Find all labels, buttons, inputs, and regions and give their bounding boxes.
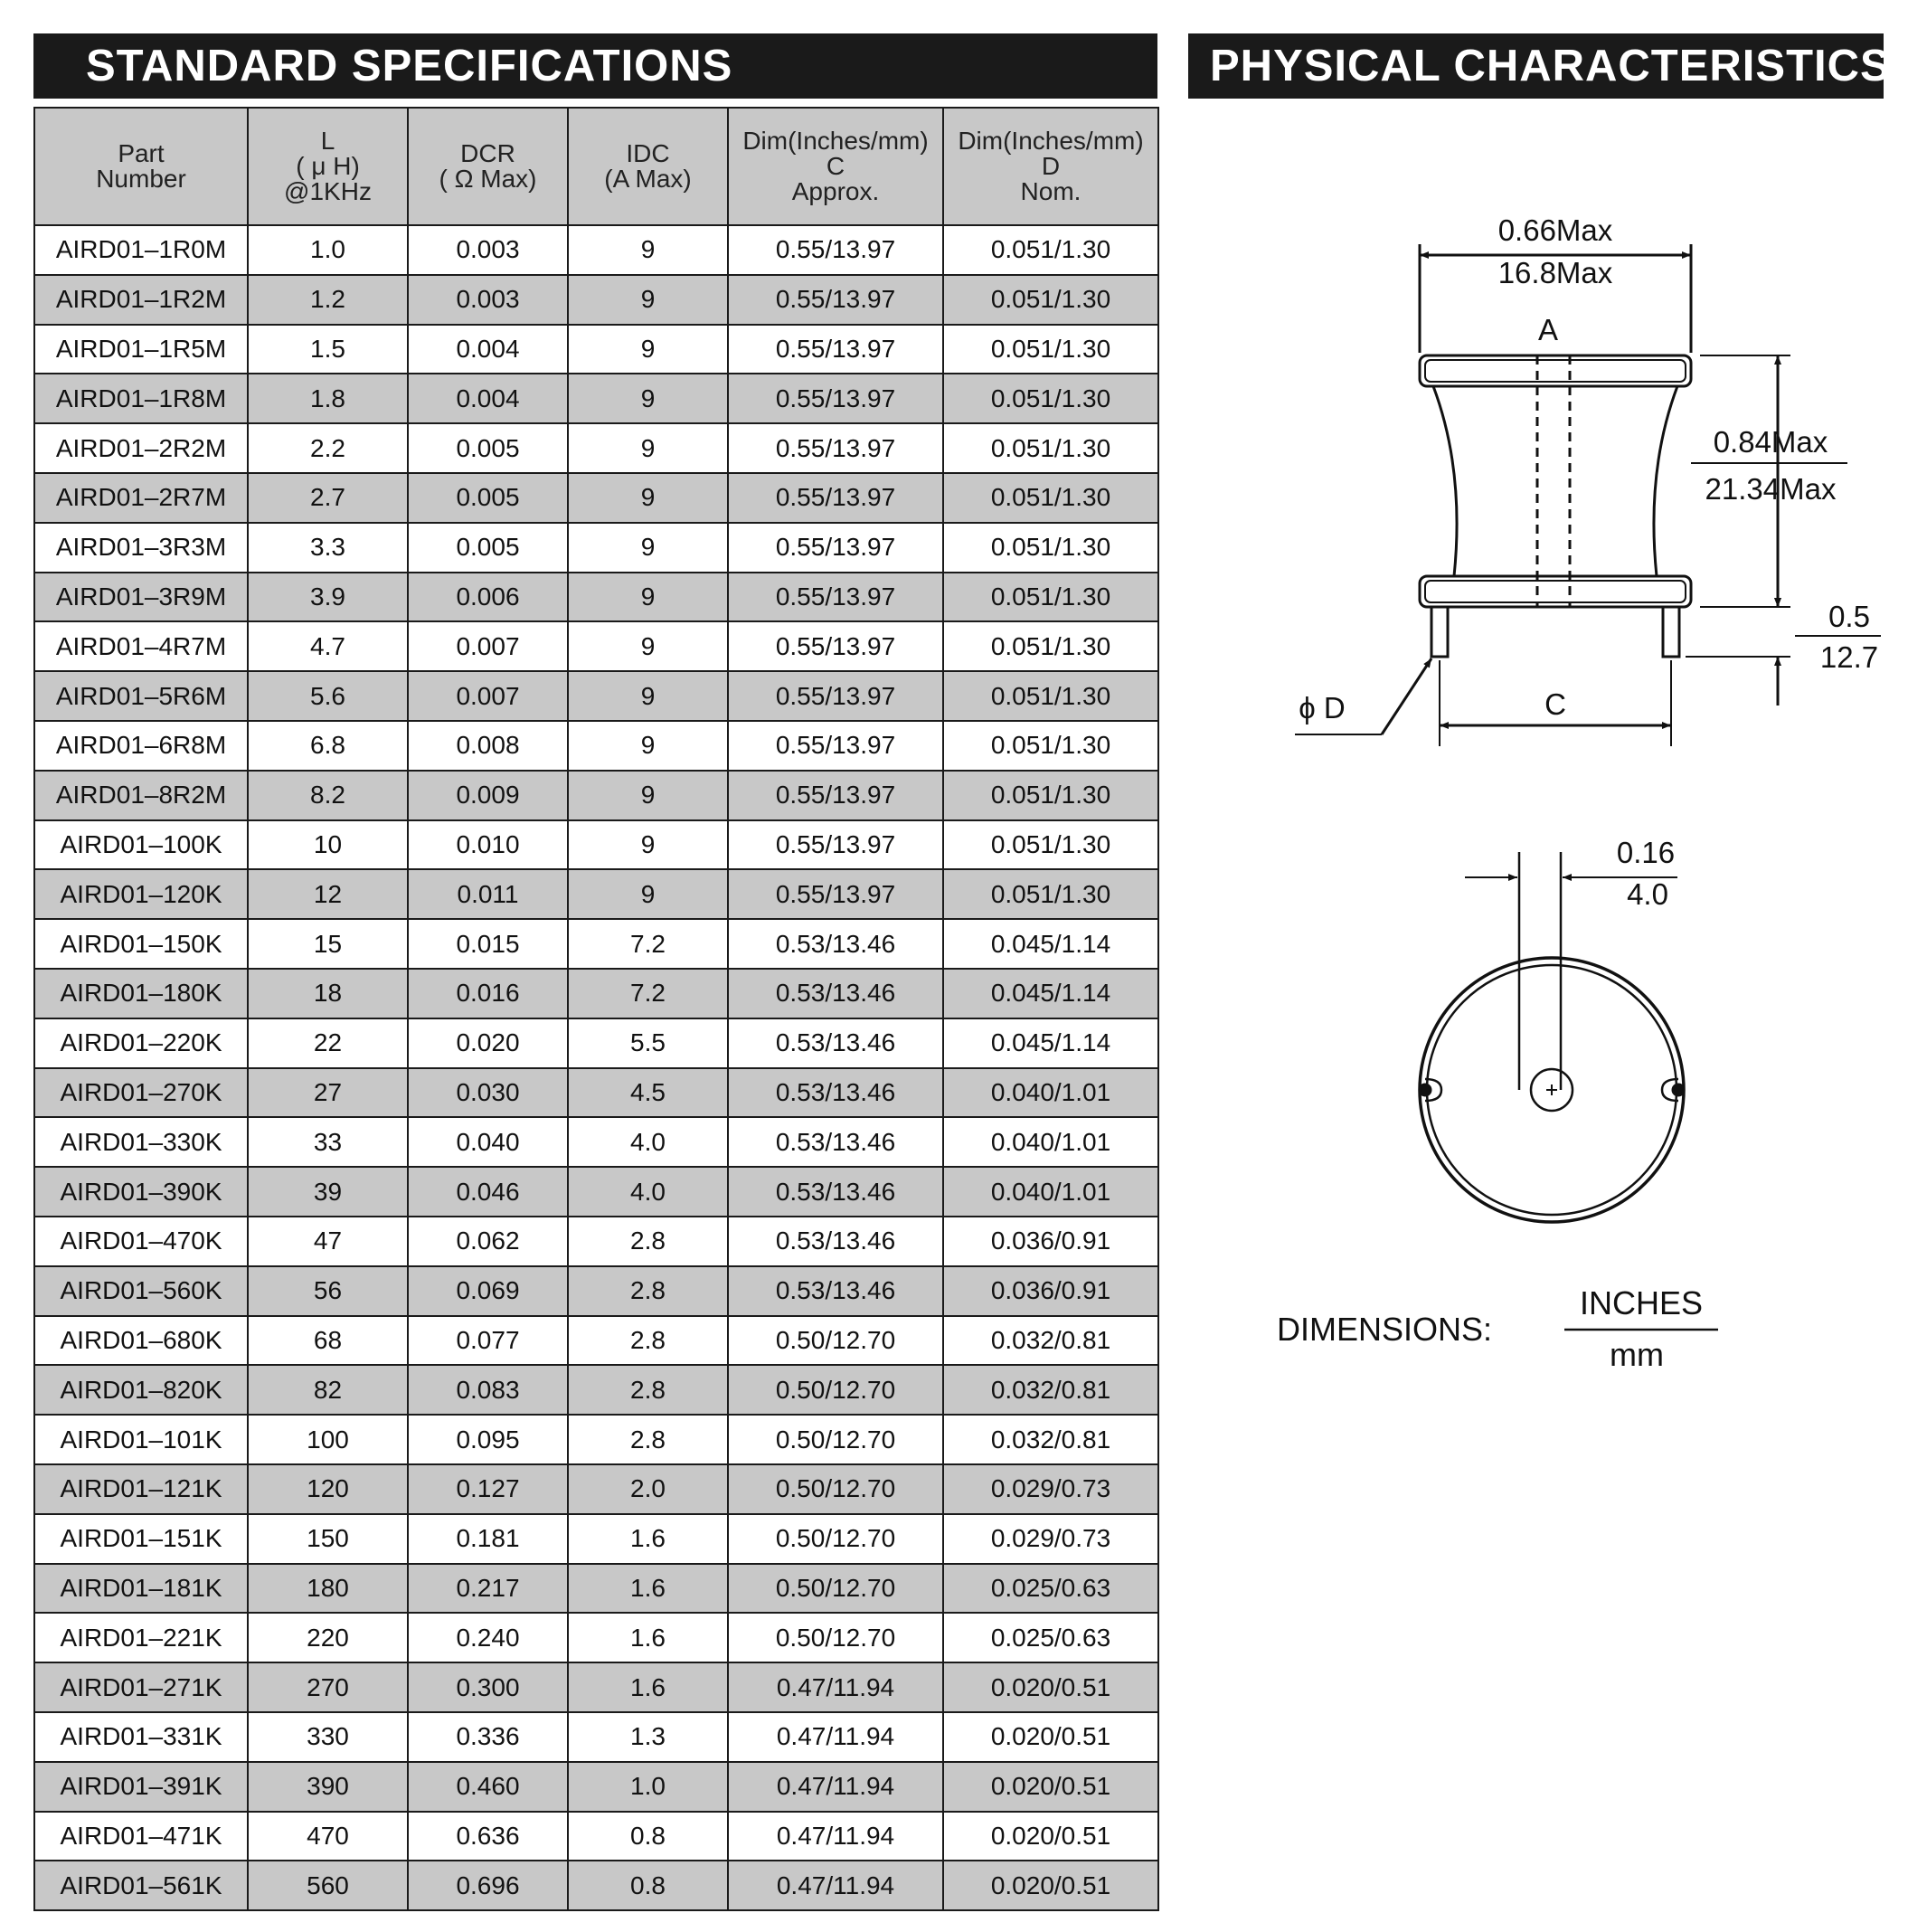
cell-idc: 1.6: [568, 1514, 728, 1564]
table-row: [34, 1464, 1158, 1514]
table-row: [34, 771, 1158, 820]
table-row: [34, 869, 1158, 919]
cell-idc: 9: [568, 275, 728, 325]
cell-part-number: AIRD01–100K: [34, 820, 248, 870]
table-row: [34, 325, 1158, 374]
cell-part-number: AIRD01–471K: [34, 1812, 248, 1861]
table-row: [34, 1217, 1158, 1266]
cell-dcr: 0.083: [408, 1365, 568, 1415]
cell-part-number: AIRD01–331K: [34, 1712, 248, 1762]
inductor-top-view: [1420, 852, 1718, 1330]
cell-idc: 9: [568, 523, 728, 573]
cell-dcr: 0.636: [408, 1812, 568, 1861]
cell-dim-d: 0.020/0.51: [943, 1762, 1158, 1812]
cell-dcr: 0.300: [408, 1662, 568, 1712]
cell-idc: 5.5: [568, 1018, 728, 1068]
cell-idc: 9: [568, 820, 728, 870]
header-dim-c: [728, 108, 943, 225]
table-row: [34, 225, 1158, 275]
table-row: [34, 721, 1158, 771]
cell-dcr: 0.009: [408, 771, 568, 820]
cell-part-number: AIRD01–150K: [34, 919, 248, 969]
cell-part-number: AIRD01–101K: [34, 1415, 248, 1464]
cell-part-number: AIRD01–151K: [34, 1514, 248, 1564]
cell-dim-d: 0.036/0.91: [943, 1266, 1158, 1316]
header-idc: [568, 108, 728, 225]
table-row: [34, 1316, 1158, 1366]
header-dim-d-line: Dim(Inches/mm): [958, 127, 1144, 155]
cell-part-number: AIRD01–2R2M: [34, 423, 248, 473]
cell-dim-d: 0.051/1.30: [943, 275, 1158, 325]
dimensions-label: DIMENSIONS:: [1277, 1311, 1493, 1348]
cell-inductance: 8.2: [248, 771, 408, 820]
cell-dcr: 0.030: [408, 1068, 568, 1118]
table-row: [34, 473, 1158, 523]
cell-idc: 9: [568, 473, 728, 523]
inductor-dimension-drawing: [1248, 181, 1881, 1375]
cell-dim-c: 0.53/13.46: [728, 969, 943, 1018]
cell-dim-d: 0.051/1.30: [943, 374, 1158, 423]
cell-dim-d: 0.051/1.30: [943, 473, 1158, 523]
table-row: [34, 1712, 1158, 1762]
cell-idc: 9: [568, 325, 728, 374]
cell-idc: 9: [568, 374, 728, 423]
cell-dcr: 0.240: [408, 1613, 568, 1662]
cell-idc: 7.2: [568, 969, 728, 1018]
cell-dim-c: 0.47/11.94: [728, 1861, 943, 1910]
cell-dim-d: 0.051/1.30: [943, 225, 1158, 275]
cell-inductance: 3.9: [248, 573, 408, 622]
cell-inductance: 33: [248, 1117, 408, 1167]
cell-dcr: 0.460: [408, 1762, 568, 1812]
cell-part-number: AIRD01–1R5M: [34, 325, 248, 374]
cell-idc: 1.6: [568, 1662, 728, 1712]
cell-dim-c: 0.53/13.46: [728, 1068, 943, 1118]
cell-inductance: 39: [248, 1167, 408, 1217]
cell-part-number: AIRD01–3R3M: [34, 523, 248, 573]
cell-idc: 9: [568, 671, 728, 721]
table-row: [34, 1861, 1158, 1910]
cell-idc: 2.8: [568, 1316, 728, 1366]
cell-part-number: AIRD01–560K: [34, 1266, 248, 1316]
cell-idc: 1.3: [568, 1712, 728, 1762]
cell-dim-d: 0.051/1.30: [943, 771, 1158, 820]
cell-idc: 4.0: [568, 1117, 728, 1167]
cell-dim-c: 0.55/13.97: [728, 671, 943, 721]
cell-dcr: 0.003: [408, 275, 568, 325]
table-row: [34, 1514, 1158, 1564]
cell-dim-c: 0.53/13.46: [728, 1018, 943, 1068]
cell-part-number: AIRD01–390K: [34, 1167, 248, 1217]
cell-part-number: AIRD01–1R2M: [34, 275, 248, 325]
cell-dcr: 0.006: [408, 573, 568, 622]
cell-part-number: AIRD01–470K: [34, 1217, 248, 1266]
cell-dcr: 0.016: [408, 969, 568, 1018]
table-row: [34, 1365, 1158, 1415]
header-inductance-line: L: [320, 127, 335, 155]
cell-dim-d: 0.051/1.30: [943, 523, 1158, 573]
cell-dim-c: 0.53/13.46: [728, 919, 943, 969]
header-dim-c-line: Approx.: [791, 177, 880, 205]
header-idc-line: IDC: [626, 139, 670, 167]
cell-dim-d: 0.051/1.30: [943, 820, 1158, 870]
cell-dim-c: 0.55/13.97: [728, 820, 943, 870]
cell-idc: 2.8: [568, 1266, 728, 1316]
table-row: [34, 1564, 1158, 1614]
cell-idc: 2.8: [568, 1415, 728, 1464]
dimensions-inches-unit: INCHES: [1579, 1284, 1704, 1321]
cell-part-number: AIRD01–330K: [34, 1117, 248, 1167]
cell-inductance: 10: [248, 820, 408, 870]
cell-dim-d: 0.051/1.30: [943, 671, 1158, 721]
lead-length-mm-label: 12.7: [1819, 640, 1879, 674]
hole-mm-label: 4.0: [1627, 877, 1668, 911]
cell-dim-c: 0.55/13.97: [728, 225, 943, 275]
cell-inductance: 3.3: [248, 523, 408, 573]
cell-dcr: 0.004: [408, 325, 568, 374]
header-dim-d-line: Nom.: [1020, 177, 1082, 205]
header-inductance-line: ( μ H): [296, 152, 360, 180]
cell-dcr: 0.040: [408, 1117, 568, 1167]
cell-part-number: AIRD01–221K: [34, 1613, 248, 1662]
cell-dcr: 0.008: [408, 721, 568, 771]
cell-inductance: 68: [248, 1316, 408, 1366]
physical-characteristics-title: PHYSICAL CHARACTERISTICS: [1188, 33, 1884, 99]
cell-dcr: 0.003: [408, 225, 568, 275]
cell-idc: 7.2: [568, 919, 728, 969]
cell-dim-c: 0.50/12.70: [728, 1564, 943, 1614]
cell-idc: 1.6: [568, 1564, 728, 1614]
cell-dim-d: 0.032/0.81: [943, 1365, 1158, 1415]
cell-part-number: AIRD01–5R6M: [34, 671, 248, 721]
cell-inductance: 12: [248, 869, 408, 919]
cell-dim-c: 0.47/11.94: [728, 1712, 943, 1762]
cell-dim-d: 0.029/0.73: [943, 1464, 1158, 1514]
cell-dim-c: 0.53/13.46: [728, 1167, 943, 1217]
table-row: [34, 423, 1158, 473]
cell-dim-d: 0.020/0.51: [943, 1662, 1158, 1712]
height-mm-label: 21.34Max: [1705, 472, 1837, 506]
cell-dim-d: 0.040/1.01: [943, 1167, 1158, 1217]
cell-part-number: AIRD01–1R0M: [34, 225, 248, 275]
table-body: [34, 225, 1158, 1910]
cell-dcr: 0.005: [408, 473, 568, 523]
cell-inductance: 1.8: [248, 374, 408, 423]
width-mm-label: 16.8Max: [1497, 256, 1613, 289]
cell-inductance: 82: [248, 1365, 408, 1415]
cell-dcr: 0.020: [408, 1018, 568, 1068]
cell-dcr: 0.181: [408, 1514, 568, 1564]
cell-dim-c: 0.55/13.97: [728, 423, 943, 473]
cell-dim-d: 0.025/0.63: [943, 1564, 1158, 1614]
cell-dim-d: 0.045/1.14: [943, 919, 1158, 969]
cell-idc: 9: [568, 573, 728, 622]
cell-inductance: 120: [248, 1464, 408, 1514]
cell-inductance: 15: [248, 919, 408, 969]
cell-inductance: 6.8: [248, 721, 408, 771]
cell-inductance: 56: [248, 1266, 408, 1316]
cell-dcr: 0.077: [408, 1316, 568, 1366]
table-header-row: [34, 108, 1158, 225]
cell-dim-d: 0.032/0.81: [943, 1316, 1158, 1366]
table-row: [34, 1068, 1158, 1118]
cell-dim-d: 0.032/0.81: [943, 1415, 1158, 1464]
table-row: [34, 1018, 1158, 1068]
cell-dim-c: 0.47/11.94: [728, 1762, 943, 1812]
cell-dim-c: 0.55/13.97: [728, 473, 943, 523]
table-row: [34, 1415, 1158, 1464]
cell-dim-d: 0.051/1.30: [943, 573, 1158, 622]
cell-dim-c: 0.55/13.97: [728, 869, 943, 919]
cell-part-number: AIRD01–4R7M: [34, 621, 248, 671]
cell-dim-d: 0.029/0.73: [943, 1514, 1158, 1564]
cell-idc: 9: [568, 621, 728, 671]
cell-part-number: AIRD01–3R9M: [34, 573, 248, 622]
table-row: [34, 1613, 1158, 1662]
cell-dim-c: 0.55/13.97: [728, 325, 943, 374]
cell-dim-d: 0.020/0.51: [943, 1712, 1158, 1762]
header-dim-c-line: C: [826, 152, 845, 180]
cell-inductance: 2.7: [248, 473, 408, 523]
height-inches-label: 0.84Max: [1713, 425, 1828, 459]
cell-dcr: 0.004: [408, 374, 568, 423]
cell-inductance: 27: [248, 1068, 408, 1118]
header-inductance-line: @1KHz: [284, 177, 372, 205]
cell-dim-d: 0.020/0.51: [943, 1812, 1158, 1861]
cell-idc: 1.0: [568, 1762, 728, 1812]
cell-part-number: AIRD01–1R8M: [34, 374, 248, 423]
cell-dcr: 0.046: [408, 1167, 568, 1217]
cell-dim-d: 0.051/1.30: [943, 621, 1158, 671]
cell-dim-c: 0.50/12.70: [728, 1464, 943, 1514]
cell-inductance: 100: [248, 1415, 408, 1464]
table-row: [34, 1167, 1158, 1217]
cell-dcr: 0.015: [408, 919, 568, 969]
cell-dim-d: 0.051/1.30: [943, 721, 1158, 771]
cell-dcr: 0.010: [408, 820, 568, 870]
cell-part-number: AIRD01–220K: [34, 1018, 248, 1068]
cell-dim-d: 0.045/1.14: [943, 969, 1158, 1018]
cell-dim-d: 0.045/1.14: [943, 1018, 1158, 1068]
cell-inductance: 470: [248, 1812, 408, 1861]
cell-dim-c: 0.47/11.94: [728, 1812, 943, 1861]
hole-inches-label: 0.16: [1616, 836, 1676, 869]
header-dim-d-line: D: [1041, 152, 1061, 180]
cell-idc: 0.8: [568, 1812, 728, 1861]
cell-idc: 9: [568, 225, 728, 275]
cell-dcr: 0.095: [408, 1415, 568, 1464]
cell-dim-d: 0.051/1.30: [943, 423, 1158, 473]
cell-dim-c: 0.55/13.97: [728, 771, 943, 820]
cell-idc: 1.6: [568, 1613, 728, 1662]
header-dcr-line: ( Ω Max): [439, 165, 537, 193]
cell-idc: 2.8: [568, 1217, 728, 1266]
header-dcr-line: DCR: [460, 139, 515, 167]
header-part-number-line: Part: [118, 139, 165, 167]
cell-dcr: 0.005: [408, 523, 568, 573]
cell-part-number: AIRD01–180K: [34, 969, 248, 1018]
header-dcr: [408, 108, 568, 225]
cell-dim-d: 0.040/1.01: [943, 1117, 1158, 1167]
cell-part-number: AIRD01–121K: [34, 1464, 248, 1514]
cell-inductance: 220: [248, 1613, 408, 1662]
cell-dim-d: 0.025/0.63: [943, 1613, 1158, 1662]
cell-dim-c: 0.53/13.46: [728, 1217, 943, 1266]
header-idc-line: (A Max): [604, 165, 692, 193]
cell-idc: 2.0: [568, 1464, 728, 1514]
table-row: [34, 621, 1158, 671]
lead-length-inches-label: 0.5: [1828, 600, 1870, 633]
lead-diameter-label: ϕ D: [1299, 691, 1346, 724]
cell-dim-c: 0.53/13.46: [728, 1117, 943, 1167]
cell-dim-d: 0.040/1.01: [943, 1068, 1158, 1118]
table-row: [34, 573, 1158, 622]
cell-dim-c: 0.53/13.46: [728, 1266, 943, 1316]
cell-dcr: 0.696: [408, 1861, 568, 1910]
cell-part-number: AIRD01–120K: [34, 869, 248, 919]
cell-dim-d: 0.020/0.51: [943, 1861, 1158, 1910]
table-row: [34, 969, 1158, 1018]
specifications-table: [33, 107, 1159, 1911]
cell-inductance: 5.6: [248, 671, 408, 721]
cell-inductance: 47: [248, 1217, 408, 1266]
header-part-number-line: Number: [96, 165, 186, 193]
cell-dim-c: 0.50/12.70: [728, 1415, 943, 1464]
cell-idc: 4.5: [568, 1068, 728, 1118]
cell-dim-c: 0.55/13.97: [728, 275, 943, 325]
cell-inductance: 390: [248, 1762, 408, 1812]
cell-inductance: 18: [248, 969, 408, 1018]
cell-inductance: 1.0: [248, 225, 408, 275]
cell-dcr: 0.217: [408, 1564, 568, 1614]
cell-part-number: AIRD01–8R2M: [34, 771, 248, 820]
cell-inductance: 1.2: [248, 275, 408, 325]
width-inches-label: 0.66Max: [1497, 213, 1613, 247]
cell-dim-c: 0.55/13.97: [728, 374, 943, 423]
cell-inductance: 150: [248, 1514, 408, 1564]
core-hole-a-label: A: [1537, 313, 1559, 346]
cell-idc: 9: [568, 423, 728, 473]
cell-inductance: 22: [248, 1018, 408, 1068]
cell-idc: 4.0: [568, 1167, 728, 1217]
lead-spacing-c-label: C: [1544, 687, 1566, 721]
table-row: [34, 275, 1158, 325]
cell-dim-c: 0.55/13.97: [728, 573, 943, 622]
cell-dim-c: 0.50/12.70: [728, 1365, 943, 1415]
cell-idc: 9: [568, 869, 728, 919]
cell-dim-d: 0.051/1.30: [943, 869, 1158, 919]
header-part-number: [34, 108, 248, 225]
table-row: [34, 1812, 1158, 1861]
cell-dcr: 0.007: [408, 671, 568, 721]
cell-part-number: AIRD01–680K: [34, 1316, 248, 1366]
standard-specifications-title: STANDARD SPECIFICATIONS: [33, 33, 1157, 99]
cell-part-number: AIRD01–2R7M: [34, 473, 248, 523]
cell-dcr: 0.062: [408, 1217, 568, 1266]
header-dim-d: [943, 108, 1158, 225]
cell-dim-c: 0.50/12.70: [728, 1316, 943, 1366]
cell-inductance: 330: [248, 1712, 408, 1762]
cell-idc: 0.8: [568, 1861, 728, 1910]
cell-dcr: 0.005: [408, 423, 568, 473]
cell-dim-c: 0.50/12.70: [728, 1514, 943, 1564]
table-row: [34, 523, 1158, 573]
cell-dim-d: 0.051/1.30: [943, 325, 1158, 374]
cell-idc: 9: [568, 721, 728, 771]
cell-inductance: 270: [248, 1662, 408, 1712]
cell-dcr: 0.127: [408, 1464, 568, 1514]
cell-dim-c: 0.55/13.97: [728, 523, 943, 573]
cell-part-number: AIRD01–561K: [34, 1861, 248, 1910]
table-row: [34, 671, 1158, 721]
table-row: [34, 919, 1158, 969]
cell-dcr: 0.336: [408, 1712, 568, 1762]
cell-dim-c: 0.47/11.94: [728, 1662, 943, 1712]
cell-dim-c: 0.50/12.70: [728, 1613, 943, 1662]
table-row: [34, 1662, 1158, 1712]
cell-part-number: AIRD01–181K: [34, 1564, 248, 1614]
table-row: [34, 1117, 1158, 1167]
cell-part-number: AIRD01–270K: [34, 1068, 248, 1118]
cell-part-number: AIRD01–820K: [34, 1365, 248, 1415]
table-row: [34, 820, 1158, 870]
cell-idc: 9: [568, 771, 728, 820]
table-row: [34, 1762, 1158, 1812]
cell-dcr: 0.069: [408, 1266, 568, 1316]
cell-part-number: AIRD01–6R8M: [34, 721, 248, 771]
header-inductance: [248, 108, 408, 225]
cell-idc: 2.8: [568, 1365, 728, 1415]
cell-dim-c: 0.55/13.97: [728, 721, 943, 771]
header-dim-c-line: Dim(Inches/mm): [742, 127, 929, 155]
cell-inductance: 2.2: [248, 423, 408, 473]
cell-inductance: 180: [248, 1564, 408, 1614]
table-row: [34, 1266, 1158, 1316]
cell-dcr: 0.011: [408, 869, 568, 919]
cell-part-number: AIRD01–271K: [34, 1662, 248, 1712]
cell-dcr: 0.007: [408, 621, 568, 671]
cell-part-number: AIRD01–391K: [34, 1762, 248, 1812]
dimensions-mm-unit: mm: [1610, 1336, 1664, 1373]
cell-dim-c: 0.55/13.97: [728, 621, 943, 671]
cell-dim-d: 0.036/0.91: [943, 1217, 1158, 1266]
table-row: [34, 374, 1158, 423]
cell-inductance: 1.5: [248, 325, 408, 374]
cell-inductance: 560: [248, 1861, 408, 1910]
cell-inductance: 4.7: [248, 621, 408, 671]
